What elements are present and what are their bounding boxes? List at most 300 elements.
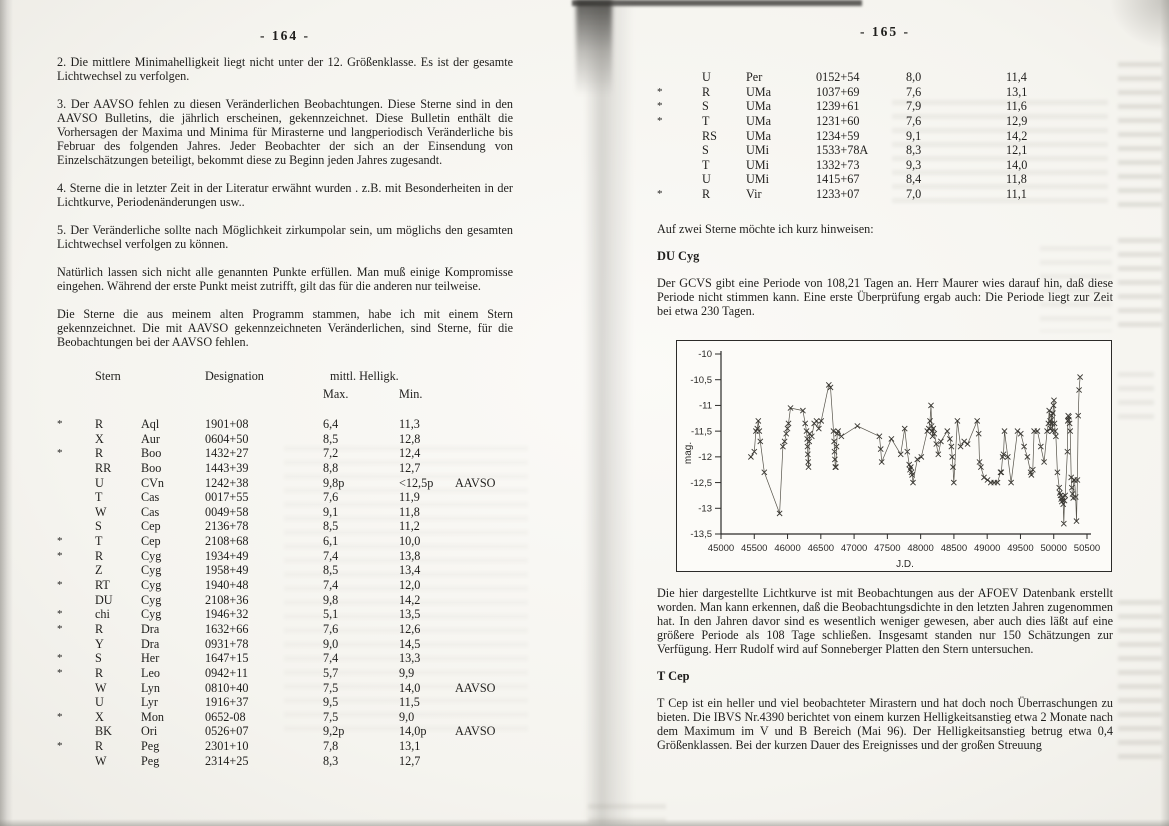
cell-flag bbox=[657, 129, 702, 144]
cell-flag bbox=[57, 432, 95, 447]
cell-min: 12,1 bbox=[1006, 143, 1028, 158]
cell-const: UMa bbox=[746, 84, 772, 99]
cell-note bbox=[455, 534, 513, 549]
cell-const: Cyg bbox=[141, 548, 162, 563]
cell-note bbox=[455, 519, 513, 534]
cell-max: 9,1 bbox=[323, 504, 339, 519]
cell-designation: 1632+66 bbox=[205, 621, 249, 636]
cell-const: Vir bbox=[746, 187, 762, 202]
bleed-through-smudge bbox=[1118, 372, 1154, 422]
cell-const: Peg bbox=[141, 753, 160, 768]
cell-max: 7,6 bbox=[323, 490, 339, 505]
y-tick-label: -11,5 bbox=[691, 426, 712, 438]
cell-note bbox=[455, 622, 513, 637]
cell-designation: 0942+11 bbox=[205, 665, 248, 680]
cell-note bbox=[1066, 172, 1113, 187]
star-table-row bbox=[57, 666, 513, 681]
star-table-row bbox=[57, 534, 513, 549]
cell-max: 9,0 bbox=[323, 636, 339, 651]
x-tick-label: 46000 bbox=[774, 542, 801, 554]
cell-const: UMi bbox=[746, 172, 770, 187]
star-table-row bbox=[57, 607, 513, 622]
cell-designation: 1916+37 bbox=[205, 695, 249, 710]
cell-designation: 1443+39 bbox=[205, 460, 249, 475]
cell-note bbox=[1066, 143, 1113, 158]
cell-star: R bbox=[95, 548, 104, 563]
cell-const: Peg bbox=[141, 739, 160, 754]
cell-min: 12,8 bbox=[399, 431, 421, 446]
cell-star: R bbox=[95, 417, 104, 431]
cell-max: 7,4 bbox=[323, 548, 339, 563]
cell-flag: * bbox=[657, 100, 663, 113]
cell-designation: 1533+78A bbox=[816, 143, 869, 158]
star-table-row bbox=[657, 187, 1113, 202]
cell-flag: * bbox=[657, 114, 663, 127]
du-cyg-heading: DU Cyg bbox=[657, 248, 700, 263]
cell-note bbox=[455, 593, 513, 608]
cell-min: 12,7 bbox=[399, 460, 421, 475]
star-table-row bbox=[57, 446, 513, 461]
column-header-min: Min. bbox=[399, 387, 423, 401]
cell-star: W bbox=[95, 680, 107, 695]
cell-flag bbox=[657, 172, 702, 187]
cell-min: 11,1 bbox=[1006, 187, 1027, 202]
star-table-row bbox=[57, 739, 513, 754]
cell-max: 9,8p bbox=[323, 475, 345, 490]
cell-note bbox=[455, 563, 513, 578]
cell-note bbox=[455, 651, 513, 666]
cell-flag bbox=[57, 754, 95, 769]
y-tick-label: -12 bbox=[698, 451, 712, 463]
star-table-row bbox=[57, 710, 513, 725]
cell-max: 8,4 bbox=[906, 172, 922, 187]
column-header-max: Max. bbox=[323, 387, 349, 401]
star-table-row bbox=[657, 70, 1113, 85]
scan-left-edge bbox=[0, 0, 13, 826]
cell-star: U bbox=[702, 70, 711, 84]
y-tick-label: -10 bbox=[698, 348, 712, 360]
cell-star: S bbox=[702, 99, 709, 114]
paragraph: 2. Die mittlere Minimahelligkeit liegt nicht unter der 12. Größenklasse. Es ist der gesamte Lichtwechsel zu verfolgen. bbox=[57, 55, 513, 83]
cell-designation: 1946+32 bbox=[205, 607, 249, 622]
cell-star: R bbox=[95, 665, 104, 680]
cell-star: X bbox=[95, 431, 104, 446]
cell-flag: * bbox=[57, 549, 63, 562]
cell-max: 9,3 bbox=[906, 157, 922, 172]
cell-flag: * bbox=[57, 652, 63, 665]
cell-const: Per bbox=[746, 70, 763, 84]
cell-note bbox=[455, 578, 513, 593]
scan-top-right-shadow bbox=[1109, 0, 1169, 50]
cell-flag: * bbox=[57, 579, 63, 592]
column-header-designation: Designation bbox=[205, 369, 264, 383]
bleed-through-smudge bbox=[1118, 600, 1162, 768]
cell-min: 13,3 bbox=[399, 651, 421, 666]
cell-designation: 2136+78 bbox=[205, 519, 249, 534]
cell-const: Leo bbox=[141, 665, 160, 680]
cell-flag: * bbox=[657, 188, 663, 201]
star-table-row bbox=[57, 695, 513, 710]
star-table-row bbox=[57, 505, 513, 520]
page-165 bbox=[657, 24, 1113, 752]
cell-star: RS bbox=[702, 128, 717, 143]
x-tick-label: 47000 bbox=[840, 542, 868, 554]
x-axis-label: J.D. bbox=[896, 558, 914, 570]
cell-flag bbox=[57, 563, 95, 578]
cell-min: 11,4 bbox=[1006, 70, 1027, 84]
cell-const: Mon bbox=[141, 709, 165, 724]
cell-min: <12,5p bbox=[399, 475, 434, 490]
cell-const: Lyr bbox=[141, 695, 158, 710]
x-tick-label: 49000 bbox=[973, 542, 1001, 554]
cell-min: 12,4 bbox=[399, 446, 421, 461]
cell-note bbox=[1066, 129, 1113, 144]
cell-star: U bbox=[702, 172, 711, 187]
cell-designation: 1958+49 bbox=[205, 563, 249, 578]
cell-max: 8,8 bbox=[323, 460, 339, 475]
cell-max: 8,0 bbox=[906, 70, 922, 84]
cell-designation: 1901+08 bbox=[205, 417, 249, 431]
y-tick-label: -10,5 bbox=[690, 374, 712, 386]
star-table-row bbox=[57, 432, 513, 447]
page-number-left: - 164 - bbox=[260, 28, 310, 43]
x-tick-label: 49500 bbox=[1007, 542, 1034, 554]
cell-flag bbox=[57, 724, 95, 739]
cell-min: 11,9 bbox=[399, 490, 420, 505]
cell-max: 8,5 bbox=[323, 431, 339, 446]
paragraph: 3. Der AAVSO fehlen zu diesen Veränderlichen Beobachtungen. Diese Sterne sind in den AAVSO Bulletins, die jährlich erscheinen, gekennzeichnet. Diese Bulletin enthält die Vorhersagen der Maxima und Minima für Mirasterne und langperiodisch Veränderliche bis Februar des folgenden Jahres. Jeder Beobachter der sich an der Einsendung von Einzelschätzungen beteiligt, bekommt diese zu Beginn jeden Jahres zugesandt. bbox=[57, 97, 513, 167]
cell-max: 8,5 bbox=[323, 563, 339, 578]
page-number-right: - 165 - bbox=[860, 24, 910, 39]
star-table-row bbox=[57, 417, 513, 432]
star-table-row bbox=[57, 622, 513, 637]
cell-star: T bbox=[95, 534, 103, 549]
cell-flag: * bbox=[57, 740, 63, 753]
cell-min: 14,0 bbox=[1006, 157, 1028, 172]
cell-max: 5,7 bbox=[323, 665, 339, 680]
cell-flag bbox=[57, 490, 95, 505]
cell-max: 6,4 bbox=[323, 417, 339, 431]
cell-max: 9,5 bbox=[323, 695, 339, 710]
star-table-row bbox=[657, 114, 1113, 129]
cell-max: 7,5 bbox=[323, 709, 339, 724]
cell-const: UMa bbox=[746, 99, 772, 114]
cell-note bbox=[1066, 99, 1113, 114]
cell-designation: 1432+27 bbox=[205, 446, 249, 461]
cell-const: Dra bbox=[141, 636, 160, 651]
cell-const: Dra bbox=[141, 621, 160, 636]
cell-flag: * bbox=[57, 710, 63, 723]
cell-min: 12,9 bbox=[1006, 113, 1028, 128]
cell-const: Cyg bbox=[141, 578, 162, 593]
intro-line: Auf zwei Sterne möchte ich kurz hinweisen: bbox=[657, 221, 874, 236]
star-table-165 bbox=[657, 70, 1113, 202]
cell-const: Cep bbox=[141, 534, 161, 549]
cell-max: 7,5 bbox=[323, 680, 339, 695]
bleed-through-smudge bbox=[1118, 62, 1162, 212]
cell-star: T bbox=[702, 113, 710, 128]
star-table-row bbox=[657, 129, 1113, 144]
cell-min: 12,0 bbox=[399, 578, 421, 593]
cell-star: chi bbox=[95, 607, 110, 622]
star-table-row bbox=[657, 99, 1113, 114]
x-tick-label: 45000 bbox=[707, 542, 735, 554]
cell-star: R bbox=[95, 621, 104, 636]
cell-star: X bbox=[95, 709, 104, 724]
paragraph: 5. Der Veränderliche sollte nach Möglichkeit zirkumpolar sein, um möglichs den gesamten Lichtwechsel verfolgen zu können. bbox=[57, 223, 513, 251]
cell-designation: 0604+50 bbox=[205, 431, 249, 446]
cell-note bbox=[455, 446, 513, 461]
cell-star: R bbox=[95, 446, 104, 461]
cell-min: 13,8 bbox=[399, 548, 421, 563]
star-table-row bbox=[57, 637, 513, 652]
lightcurve-chart bbox=[676, 340, 1112, 572]
cell-designation: 1242+38 bbox=[205, 475, 249, 490]
cell-designation: 0652-08 bbox=[205, 709, 246, 724]
star-table-row bbox=[657, 143, 1113, 158]
cell-note bbox=[455, 739, 513, 754]
cell-note: AAVSO bbox=[455, 475, 496, 490]
cell-star: T bbox=[702, 157, 710, 172]
cell-note bbox=[455, 461, 513, 476]
cell-flag bbox=[57, 519, 95, 534]
cell-const: Cas bbox=[141, 490, 160, 505]
cell-min: 11,5 bbox=[399, 695, 420, 710]
cell-note bbox=[455, 754, 513, 769]
cell-flag: * bbox=[57, 447, 63, 460]
cell-max: 7,6 bbox=[323, 621, 339, 636]
cell-note bbox=[455, 695, 513, 710]
cell-designation: 1239+61 bbox=[816, 99, 860, 114]
cell-min: 9,0 bbox=[399, 709, 415, 724]
cell-min: 11,3 bbox=[399, 417, 420, 431]
cell-star: BK bbox=[95, 724, 112, 739]
t-cep-heading: T Cep bbox=[657, 668, 690, 683]
cell-note bbox=[1066, 158, 1113, 173]
star-table-header bbox=[57, 367, 513, 385]
y-axis-label: mag. bbox=[683, 441, 694, 464]
cell-star: S bbox=[95, 651, 102, 666]
cell-star: S bbox=[95, 519, 102, 534]
cell-note bbox=[1066, 187, 1113, 202]
paragraph: 4. Sterne die in letzter Zeit in der Literatur erwähnt wurden . z.B. mit Besonderheiten in der Lichtkurve, Periodenänderungen usw.. bbox=[57, 181, 513, 209]
cell-min: 13,1 bbox=[1006, 84, 1028, 99]
star-table-row bbox=[57, 461, 513, 476]
cell-flag: * bbox=[57, 666, 63, 679]
cell-note bbox=[455, 505, 513, 520]
star-table-row bbox=[657, 85, 1113, 100]
cell-note bbox=[455, 417, 513, 432]
cell-const: Aur bbox=[141, 431, 160, 446]
cell-star: R bbox=[95, 739, 104, 754]
cell-designation: 1234+59 bbox=[816, 128, 860, 143]
cell-star: W bbox=[95, 504, 107, 519]
cell-const: Lyn bbox=[141, 680, 160, 695]
cell-designation: 1231+60 bbox=[816, 113, 860, 128]
cell-note bbox=[455, 666, 513, 681]
cell-max: 9,2p bbox=[323, 724, 345, 739]
cell-const: UMi bbox=[746, 157, 770, 172]
lightcurve-markers bbox=[748, 374, 1082, 526]
y-tick-label: -13 bbox=[698, 503, 712, 515]
cell-min: 10,0 bbox=[399, 534, 421, 549]
cell-max: 7,8 bbox=[323, 739, 339, 754]
cell-flag bbox=[57, 593, 95, 608]
cell-const: UMi bbox=[746, 143, 770, 158]
cell-star: U bbox=[95, 695, 104, 710]
cell-note bbox=[455, 607, 513, 622]
cell-min: 11,8 bbox=[1006, 172, 1027, 187]
cell-designation: 1332+73 bbox=[816, 157, 860, 172]
cell-min: 12,6 bbox=[399, 621, 421, 636]
cell-designation: 1037+69 bbox=[816, 84, 860, 99]
cell-const: CVn bbox=[141, 475, 165, 490]
star-table-subheader bbox=[57, 385, 513, 403]
cell-min: 11,8 bbox=[399, 504, 420, 519]
x-tick-label: 50500 bbox=[1073, 542, 1101, 554]
star-table-row bbox=[57, 651, 513, 666]
cell-const: Aql bbox=[141, 417, 160, 431]
cell-flag: * bbox=[57, 608, 63, 621]
cell-designation: 0049+58 bbox=[205, 504, 249, 519]
cell-max: 7,0 bbox=[906, 187, 922, 202]
x-tick-label: 47500 bbox=[874, 542, 901, 554]
lightcurve-line bbox=[751, 377, 1080, 524]
cell-designation: 0017+55 bbox=[205, 490, 249, 505]
cell-min: 11,6 bbox=[1006, 99, 1027, 114]
cell-max: 7,4 bbox=[323, 578, 339, 593]
column-header-stern: Stern bbox=[95, 369, 121, 383]
cell-star: U bbox=[95, 475, 104, 490]
x-tick-label: 45500 bbox=[741, 542, 768, 554]
cell-note bbox=[455, 490, 513, 505]
x-tick-label: 50000 bbox=[1040, 542, 1067, 554]
y-tick-label: -11 bbox=[698, 400, 712, 412]
cell-const: Cyg bbox=[141, 607, 162, 622]
cell-const: UMa bbox=[746, 128, 772, 143]
star-table-row bbox=[57, 563, 513, 578]
star-table-row bbox=[57, 549, 513, 564]
x-tick-label: 48000 bbox=[907, 542, 934, 554]
cell-note bbox=[455, 637, 513, 652]
cell-designation: 2314+25 bbox=[205, 753, 249, 768]
cell-const: Boo bbox=[141, 460, 162, 475]
cell-flag bbox=[657, 70, 702, 85]
cell-star: DU bbox=[95, 592, 113, 607]
cell-flag bbox=[57, 695, 95, 710]
cell-star: R bbox=[702, 84, 711, 99]
cell-max: 7,4 bbox=[323, 651, 339, 666]
cell-const: UMa bbox=[746, 113, 772, 128]
cell-flag bbox=[57, 461, 95, 476]
cell-max: 7,2 bbox=[323, 446, 339, 461]
bleed-through-smudge bbox=[588, 804, 666, 822]
cell-max: 5,1 bbox=[323, 607, 339, 622]
page-gutter-shadow bbox=[584, 0, 634, 826]
cell-star: T bbox=[95, 490, 103, 505]
cell-designation: 0810+40 bbox=[205, 680, 249, 695]
cell-star: RT bbox=[95, 578, 110, 593]
cell-max: 7,9 bbox=[906, 99, 922, 114]
cell-note bbox=[1066, 114, 1113, 129]
x-tick-label: 46500 bbox=[807, 542, 835, 554]
star-table-row bbox=[657, 158, 1113, 173]
cell-const: Ori bbox=[141, 724, 158, 739]
cell-max: 6,1 bbox=[323, 534, 339, 549]
cell-const: Cas bbox=[141, 504, 160, 519]
lightcurve-svg bbox=[677, 341, 1111, 571]
paragraph: Die Sterne die aus meinem alten Programm stammen, habe ich mit einem Stern gekennzeichnet. Die mit AAVSO gekennzeichneten Veränderlichen, sind Sterne, für die Beobachtungen bei der AAVSO fehlen. bbox=[57, 307, 513, 349]
cell-flag bbox=[57, 476, 95, 491]
cell-designation: 2301+10 bbox=[205, 739, 249, 754]
cell-flag bbox=[57, 505, 95, 520]
cell-flag bbox=[657, 143, 702, 158]
y-tick-label: -13,5 bbox=[690, 528, 712, 540]
cell-max: 7,6 bbox=[906, 84, 922, 99]
cell-note: AAVSO bbox=[455, 680, 496, 695]
column-header-helligkeit: mittl. Helligk. bbox=[330, 369, 399, 383]
cell-star: Y bbox=[95, 636, 104, 651]
star-table-row bbox=[57, 519, 513, 534]
cell-note: AAVSO bbox=[455, 724, 496, 739]
cell-designation: 1233+07 bbox=[816, 187, 860, 202]
cell-const: Cyg bbox=[141, 563, 162, 578]
cell-const: Cyg bbox=[141, 592, 162, 607]
after-chart-paragraph: Die hier dargestellte Lichtkurve ist mit Beobachtungen aus der AFOEV Datenbank erstellt worden. Man kann erkennen, daß die Beobachtungsdichte in den letzten Jahren zugenommen hat. In den Jahren davor sind es wesentlich weniger gewesen, aber auch dies läßt auf eine größere Periode als 108 Tage schließen. Insgesamt standen nur 150 Schätzungen zur Verfügung. Herr Rudolf wird auf Sonneberger Platten den Stern untersuchen. bbox=[657, 585, 1113, 656]
cell-min: 12,7 bbox=[399, 753, 421, 768]
cell-flag bbox=[57, 637, 95, 652]
du-cyg-paragraph: Der GCVS gibt eine Periode von 108,21 Tagen an. Herr Maurer wies darauf hin, daß diese Periode nicht stimmen kann. Eine erste Überprüfung ergab auch: Die Periode liegt zur Zeit bei etwa 230 Tagen. bbox=[657, 275, 1113, 318]
star-table-row bbox=[57, 490, 513, 505]
page-gutter-shadow-top bbox=[576, 0, 612, 95]
star-table-row bbox=[657, 172, 1113, 187]
cell-min: 13,4 bbox=[399, 563, 421, 578]
star-table-row bbox=[57, 593, 513, 608]
cell-flag: * bbox=[657, 85, 663, 98]
star-table-row bbox=[57, 681, 513, 696]
star-table-row bbox=[57, 578, 513, 593]
x-tick-label: 48500 bbox=[940, 542, 968, 554]
cell-max: 9,8 bbox=[323, 592, 339, 607]
cell-designation: 1940+48 bbox=[205, 578, 249, 593]
cell-max: 8,3 bbox=[323, 753, 339, 768]
y-tick-label: -12,5 bbox=[690, 477, 712, 489]
cell-max: 7,6 bbox=[906, 113, 922, 128]
cell-flag: * bbox=[57, 622, 63, 635]
cell-flag bbox=[657, 158, 702, 173]
cell-max: 8,5 bbox=[323, 519, 339, 534]
cell-designation: 0152+54 bbox=[816, 70, 860, 84]
paragraph: Natürlich lassen sich nicht alle genannten Punkte erfüllen. Man muß einige Kompromisse eingehen. Während der erste Punkt meist zutrifft, gilt das für die anderen nur teilweise. bbox=[57, 265, 513, 293]
star-table-row bbox=[57, 476, 513, 491]
star-table-row bbox=[57, 724, 513, 739]
cell-flag: * bbox=[57, 535, 63, 548]
cell-designation: 1647+15 bbox=[205, 651, 249, 666]
cell-designation: 2108+36 bbox=[205, 592, 249, 607]
cell-star: R bbox=[702, 187, 711, 202]
cell-min: 13,5 bbox=[399, 607, 421, 622]
cell-star: Z bbox=[95, 563, 103, 578]
cell-min: 14,0 bbox=[399, 680, 421, 695]
cell-designation: 1934+49 bbox=[205, 548, 249, 563]
cell-note bbox=[1066, 85, 1113, 100]
cell-min: 14,5 bbox=[399, 636, 421, 651]
cell-min: 14,2 bbox=[1006, 128, 1028, 143]
page-164 bbox=[57, 28, 513, 768]
cell-designation: 2108+68 bbox=[205, 534, 249, 549]
cell-min: 13,1 bbox=[399, 739, 421, 754]
cell-min: 9,9 bbox=[399, 665, 415, 680]
